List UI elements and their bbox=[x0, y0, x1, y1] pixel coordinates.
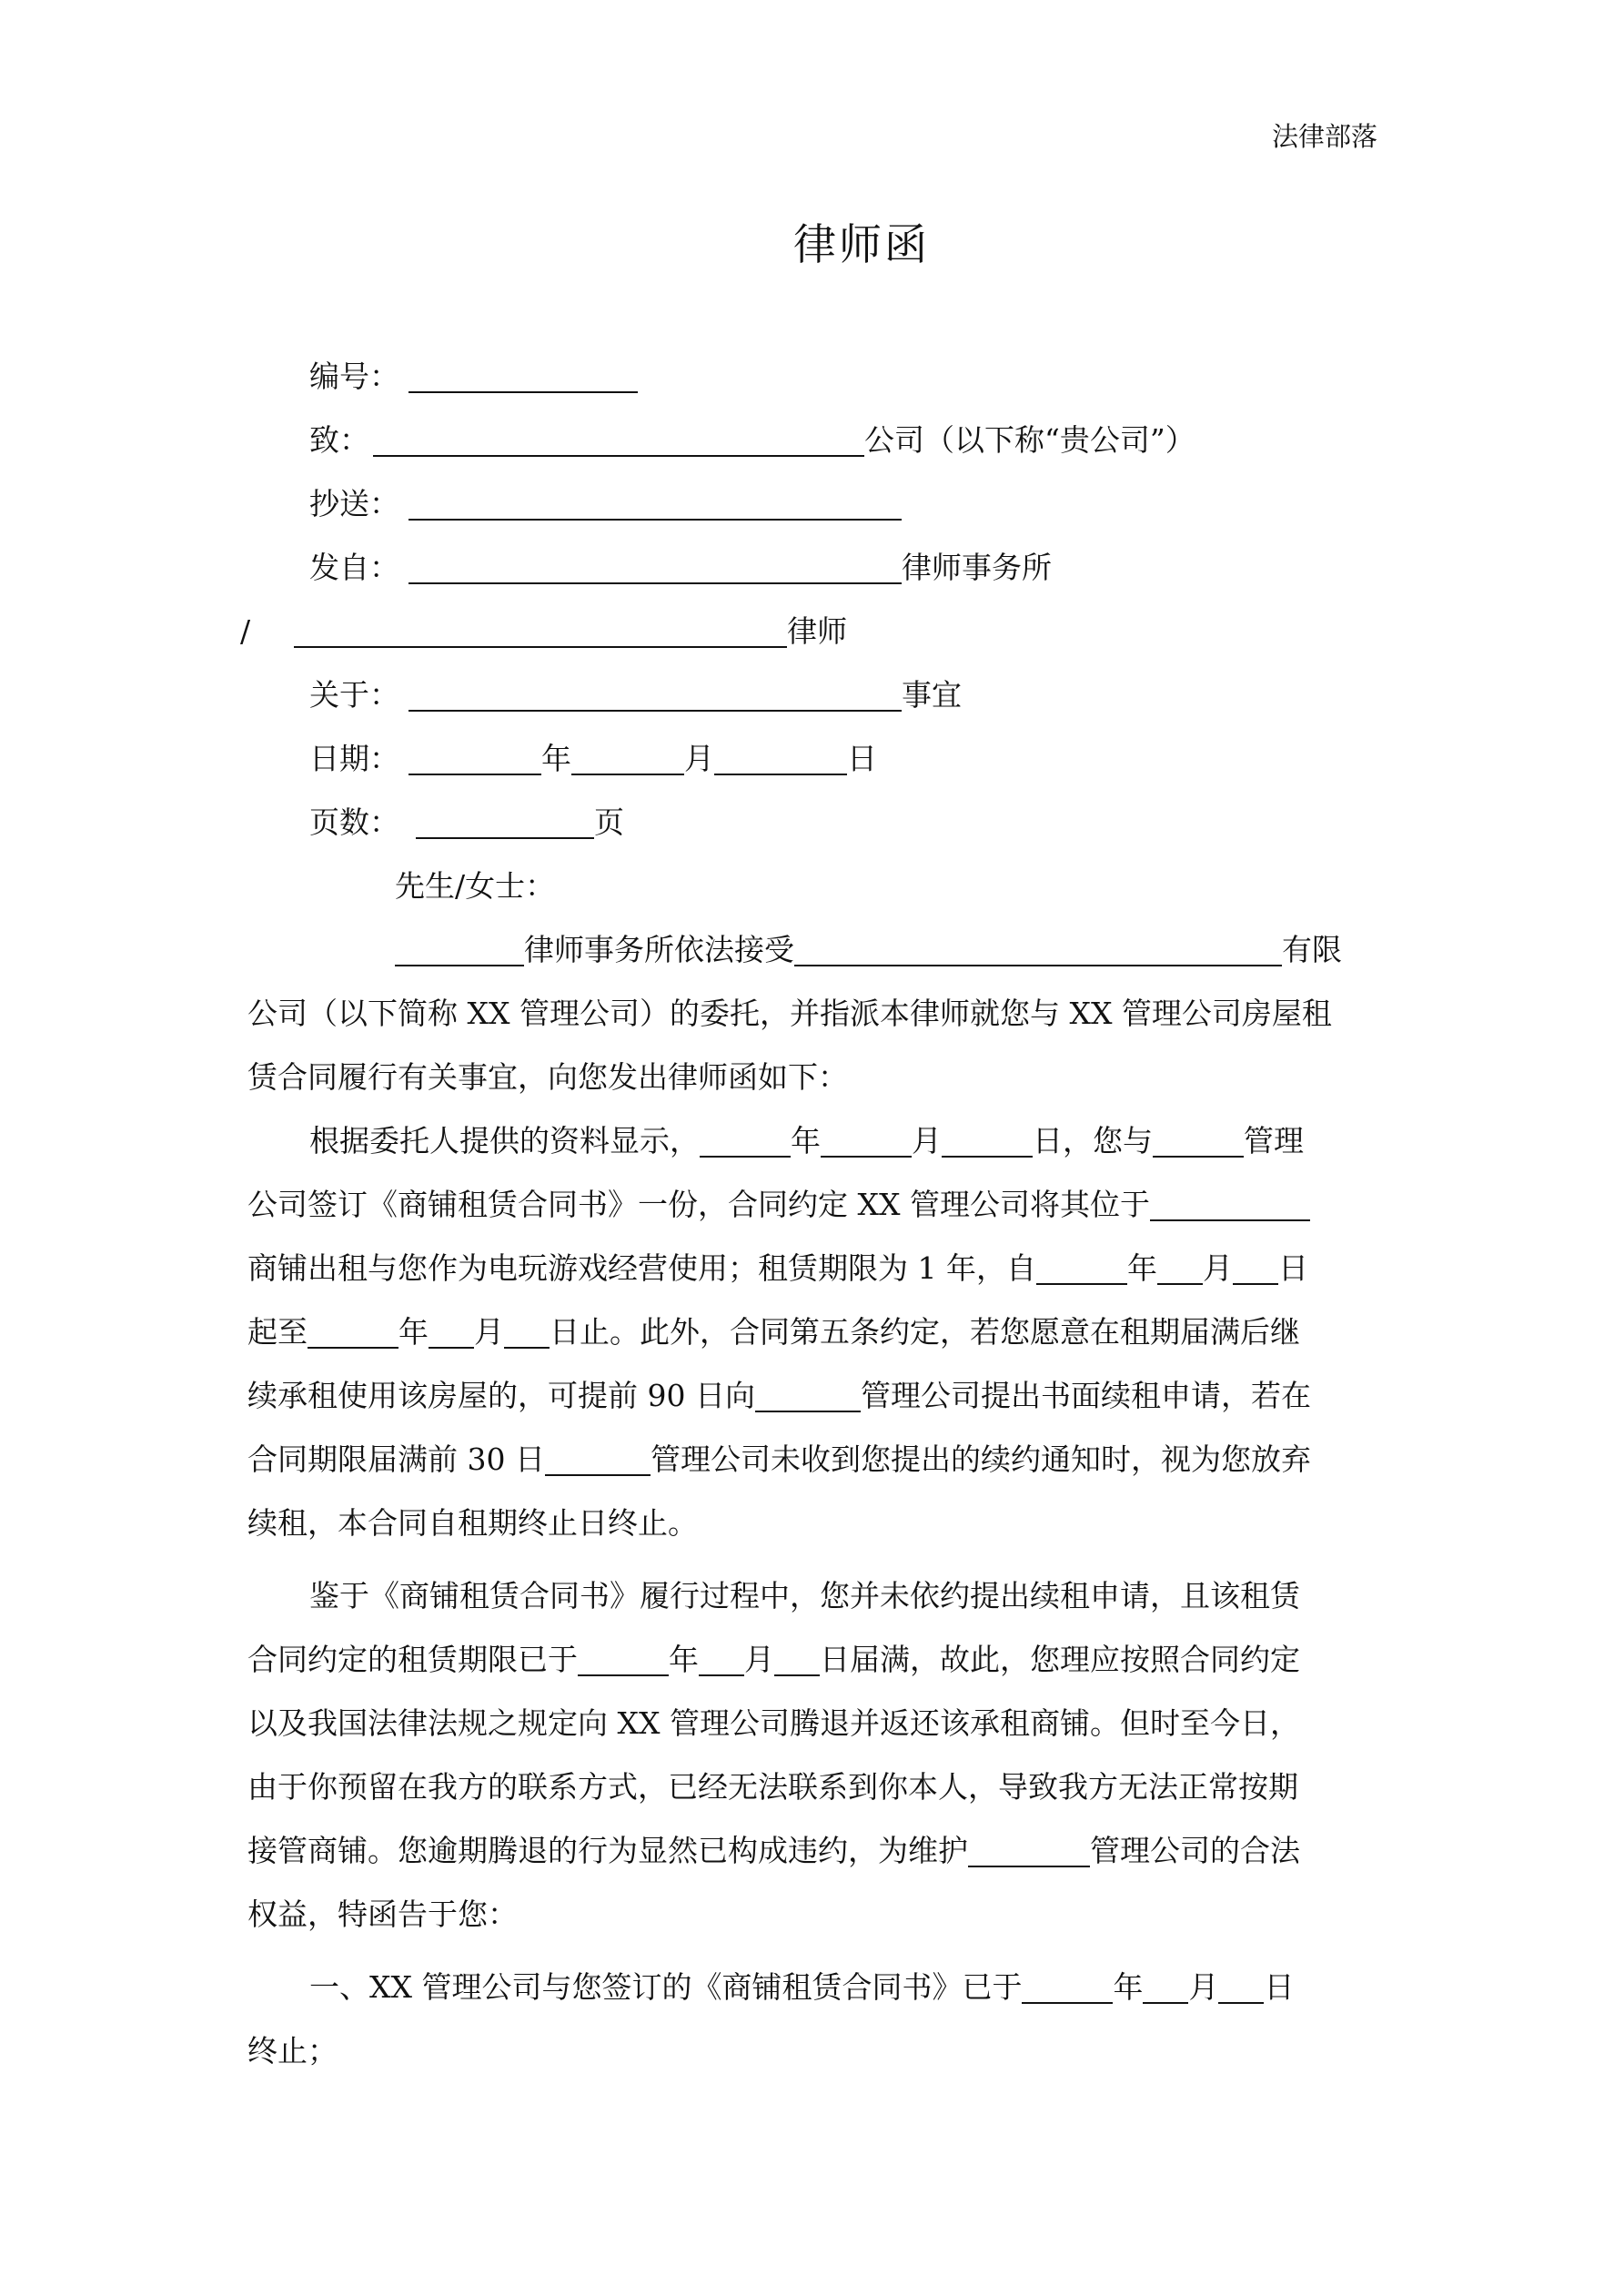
text: 有限 bbox=[1282, 932, 1342, 967]
blank[interactable] bbox=[1153, 1125, 1244, 1158]
text: 月 bbox=[912, 1123, 942, 1158]
p4-line2: 终止； bbox=[247, 2033, 338, 2068]
blank[interactable] bbox=[429, 1316, 474, 1349]
to-suffix: 公司（以下称“贵公司”） bbox=[864, 422, 1195, 458]
p2-line4 bbox=[247, 1312, 1300, 1352]
text: 月 bbox=[474, 1314, 504, 1350]
p3-line6: 权益，特函告于您： bbox=[247, 1896, 518, 1932]
date-month-blank[interactable] bbox=[571, 743, 684, 775]
pages-suffix: 页 bbox=[594, 804, 624, 840]
text: 管理公司提出书面续租申请，若在 bbox=[860, 1378, 1311, 1413]
about-label: 关于： bbox=[309, 677, 399, 713]
field-from bbox=[309, 548, 1052, 588]
blank[interactable] bbox=[545, 1443, 651, 1476]
document-title: 律师函 bbox=[793, 220, 930, 270]
from-suffix: 律师事务所 bbox=[902, 550, 1052, 585]
date-label: 日期： bbox=[309, 741, 399, 776]
blank[interactable] bbox=[1157, 1252, 1203, 1285]
p1-line2: 公司（以下简称 XX 管理公司）的委托，并指派本律师就您与 XX 管理公司房屋租 bbox=[247, 996, 1332, 1031]
blank[interactable] bbox=[1150, 1188, 1310, 1221]
blank[interactable] bbox=[1143, 1971, 1188, 2004]
text: 商铺出租与您作为电玩游戏经营使用；租赁期限为 1 年，自 bbox=[247, 1250, 1036, 1286]
salutation: 先生/女士： bbox=[395, 868, 556, 904]
blank[interactable] bbox=[1036, 1252, 1127, 1285]
p2-line2 bbox=[247, 1185, 1310, 1225]
p1-line1 bbox=[395, 930, 1342, 970]
field-cc bbox=[309, 484, 902, 524]
text: 日 bbox=[1277, 1250, 1308, 1286]
text: 日 bbox=[1264, 1969, 1295, 2005]
text: 月 bbox=[1202, 1250, 1233, 1286]
field-number bbox=[309, 357, 638, 397]
blank[interactable] bbox=[578, 1644, 669, 1676]
p2-line7: 续租，本合同自租期终止日终止。 bbox=[247, 1505, 698, 1541]
blank[interactable] bbox=[968, 1835, 1090, 1867]
blank[interactable] bbox=[1022, 1971, 1113, 2004]
text: 年 bbox=[791, 1123, 821, 1158]
text: 起至 bbox=[247, 1314, 308, 1350]
field-to bbox=[309, 420, 1195, 460]
p1-firm-blank[interactable] bbox=[395, 934, 524, 966]
to-blank[interactable] bbox=[373, 424, 864, 457]
text: 合同期限届满前 30 日 bbox=[247, 1441, 545, 1477]
field-lawyer bbox=[240, 612, 847, 652]
pages-label: 页数： bbox=[309, 804, 399, 840]
blank[interactable] bbox=[755, 1380, 861, 1412]
field-pages bbox=[309, 803, 624, 843]
blank[interactable] bbox=[504, 1316, 550, 1349]
text: 月 bbox=[1188, 1969, 1219, 2005]
text: 一、XX 管理公司与您签订的《商铺租赁合同书》已于 bbox=[309, 1969, 1023, 2005]
month-label: 月 bbox=[684, 741, 714, 776]
pages-blank[interactable] bbox=[416, 806, 594, 839]
p4-line1 bbox=[309, 1967, 1294, 2008]
p3-line4: 由于你预留在我方的联系方式，已经无法联系到你本人，导致我方无法正常按期 bbox=[247, 1769, 1298, 1805]
text: 日，您与 bbox=[1033, 1123, 1153, 1158]
lawyer-blank[interactable] bbox=[294, 615, 787, 648]
blank[interactable] bbox=[700, 1125, 791, 1158]
from-label: 发自： bbox=[309, 550, 399, 585]
blank[interactable] bbox=[942, 1125, 1033, 1158]
blank[interactable] bbox=[821, 1125, 912, 1158]
text: 律师事务所依法接受 bbox=[524, 932, 794, 967]
from-blank[interactable] bbox=[409, 551, 902, 584]
text: 日止。此外，合同第五条约定，若您愿意在租期届满后继 bbox=[550, 1314, 1300, 1350]
text: 年 bbox=[398, 1314, 429, 1350]
p2-line5 bbox=[247, 1376, 1311, 1416]
field-date bbox=[309, 739, 877, 779]
year-label: 年 bbox=[541, 741, 571, 776]
cc-blank[interactable] bbox=[409, 488, 902, 521]
text: 年 bbox=[669, 1642, 699, 1677]
p2-line1 bbox=[309, 1121, 1304, 1161]
p3-line3: 以及我国法律法规之规定向 XX 管理公司腾退并返还该承租商铺。但时至今日， bbox=[247, 1705, 1300, 1741]
text: 日届满，故此，您理应按照合同约定 bbox=[820, 1642, 1300, 1677]
blank[interactable] bbox=[1233, 1252, 1278, 1285]
text: 管理 bbox=[1244, 1123, 1304, 1158]
text: 年 bbox=[1126, 1250, 1157, 1286]
about-blank[interactable] bbox=[409, 679, 902, 712]
blank[interactable] bbox=[308, 1316, 398, 1349]
header-brand: 法律部落 bbox=[1272, 121, 1378, 152]
text: 合同约定的租赁期限已于 bbox=[247, 1642, 578, 1677]
text: 月 bbox=[744, 1642, 774, 1677]
to-label: 致： bbox=[309, 422, 369, 458]
number-label: 编号： bbox=[309, 359, 399, 394]
day-label: 日 bbox=[847, 741, 877, 776]
p1-line3: 赁合同履行有关事宜，向您发出律师函如下： bbox=[247, 1059, 848, 1095]
slash: / bbox=[240, 613, 251, 649]
text: 根据委托人提供的资料显示， bbox=[309, 1123, 700, 1158]
date-year-blank[interactable] bbox=[409, 743, 541, 775]
blank[interactable] bbox=[774, 1644, 820, 1676]
blank[interactable] bbox=[699, 1644, 744, 1676]
p2-line3 bbox=[247, 1249, 1308, 1289]
text: 管理公司未收到您提出的续约通知时，视为您放弃 bbox=[650, 1441, 1311, 1477]
field-about bbox=[309, 675, 962, 715]
p3-line2 bbox=[247, 1640, 1300, 1680]
text: 管理公司的合法 bbox=[1090, 1833, 1300, 1868]
p3-line1: 鉴于《商铺租赁合同书》履行过程中，您并未依约提出续租申请，且该租赁 bbox=[309, 1578, 1300, 1613]
p3-line5 bbox=[247, 1831, 1300, 1871]
text: 公司签订《商铺租赁合同书》一份，合同约定 XX 管理公司将其位于 bbox=[247, 1187, 1150, 1222]
blank[interactable] bbox=[1218, 1971, 1264, 2004]
p2-line6 bbox=[247, 1440, 1311, 1480]
about-suffix: 事宜 bbox=[902, 677, 962, 713]
p1-client-blank[interactable] bbox=[794, 934, 1282, 966]
text: 年 bbox=[1113, 1969, 1144, 2005]
number-blank[interactable] bbox=[409, 360, 638, 393]
lawyer-suffix: 律师 bbox=[787, 613, 848, 649]
cc-label: 抄送： bbox=[309, 486, 399, 521]
date-day-blank[interactable] bbox=[714, 743, 847, 775]
text: 接管商铺。您逾期腾退的行为显然已构成违约，为维护 bbox=[247, 1833, 968, 1868]
text: 续承租使用该房屋的，可提前 90 日向 bbox=[247, 1378, 755, 1413]
